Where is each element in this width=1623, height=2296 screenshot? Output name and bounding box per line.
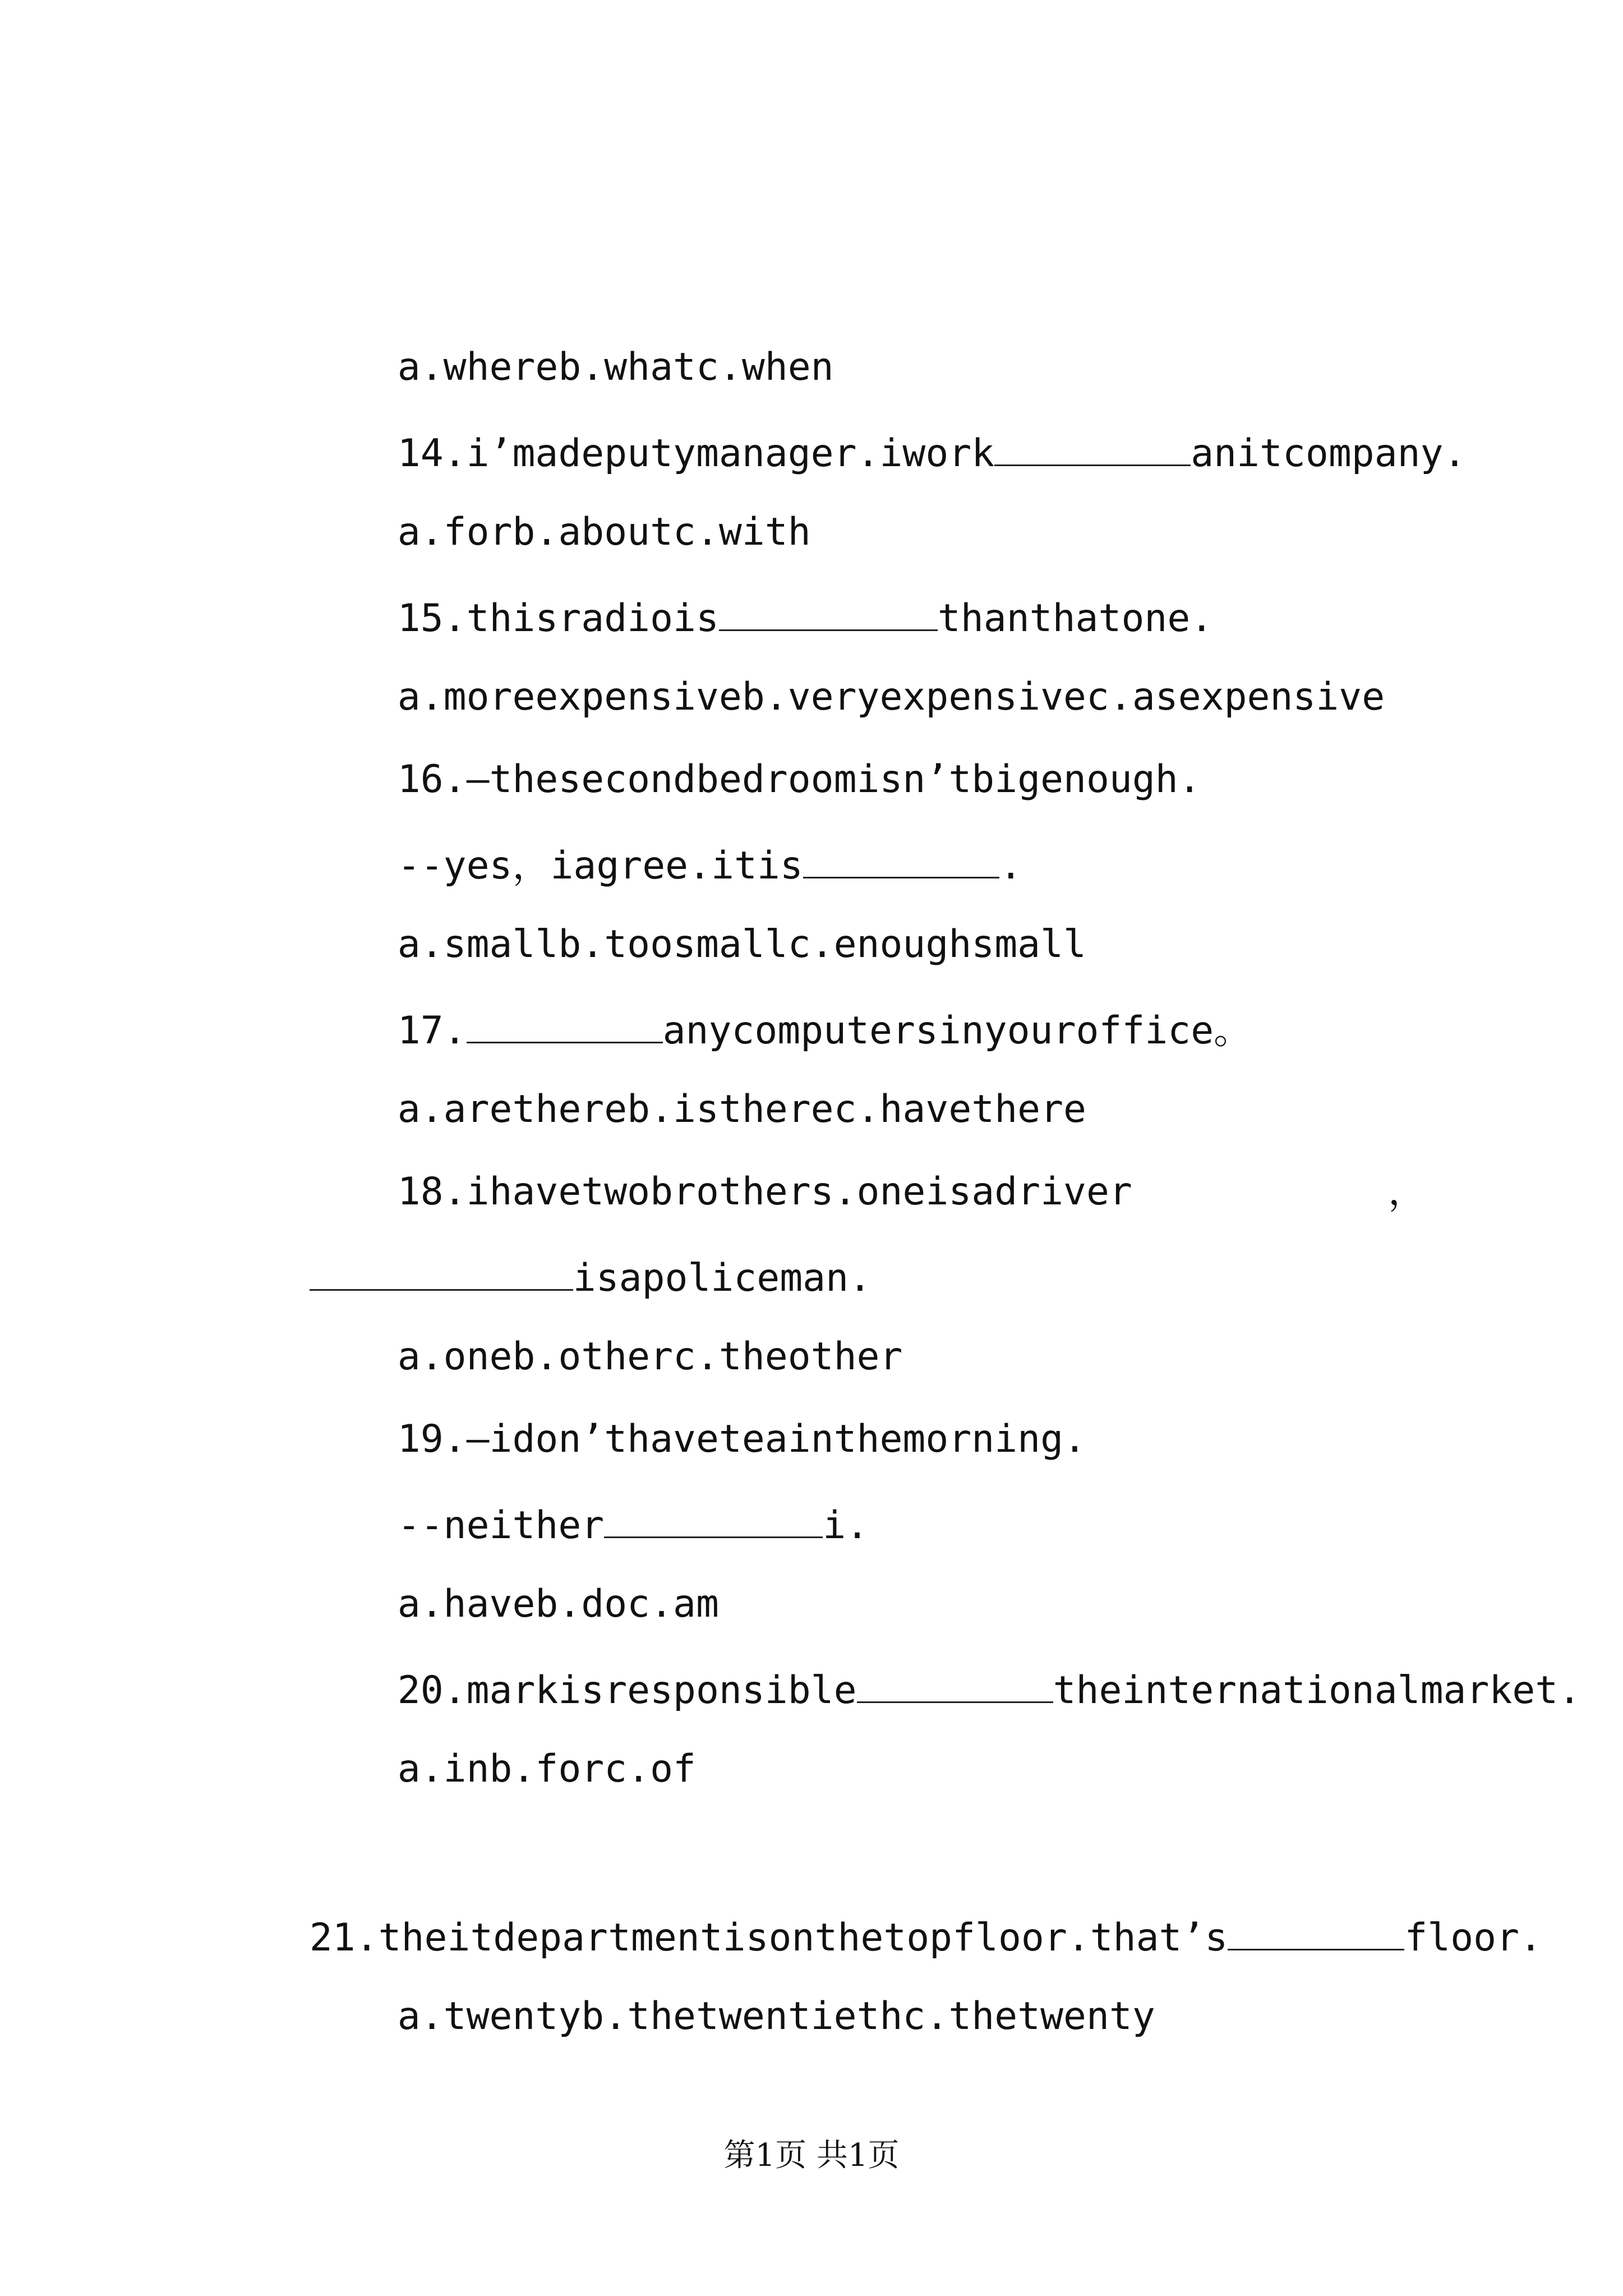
option-text: a.moreexpensiveb.veryexpensivec.asexpensive [397,675,1385,719]
question-text-tail: isapoliceman. [573,1256,872,1300]
option-text: a.twentyb.thetwentiethc.thetwenty [397,1994,1155,2039]
option-text: a.arethereb.istherec.havethere [397,1087,1086,1131]
question-text-tail: i. [823,1503,869,1548]
option-line-20 [306,1712,696,1826]
question-text: 21.theitdepartmentisonthetopfloor.that’s [309,1916,1228,1960]
answer-blank [803,843,999,878]
option-text: a.whereb.whatc.when [397,345,834,389]
question-text-tail: theinternationalmarket. [1053,1668,1581,1713]
answer-blank [719,596,938,631]
question-text: 18.ihavetwobrothers.oneisadriver [397,1170,1132,1214]
answer-blank [310,1255,573,1291]
question-text: 19.–idon’thaveteainthemorning. [397,1417,1086,1461]
option-text: a.oneb.otherc.theother [397,1335,903,1379]
question-text: 17. [397,1009,467,1053]
question-text: 16.—thesecondbedroomisn’tbigenough. [397,757,1201,802]
question-text: 20.markisresponsible [397,1668,857,1713]
answer-blank [467,1008,663,1043]
answer-blank [857,1668,1053,1703]
question-text: 14.i’madeputymanager.iwork [397,431,995,476]
question-text-tail: anycomputersinyouroffice。 [662,1009,1252,1053]
question-text-tail: . [999,844,1022,888]
question-text: --neither [397,1503,605,1548]
question-text: --yes，iagree.itis [397,844,803,888]
answer-blank [994,431,1191,466]
question-text-tail: thanthatone. [937,596,1214,641]
option-text: a.inb.forc.of [397,1747,696,1791]
question-text: 15.thisradiois [397,596,719,641]
option-text: a.forb.aboutc.with [397,510,811,554]
question-text-tail: ， [1388,1170,1427,1214]
question-text-tail: anitcompany. [1191,431,1467,476]
answer-blank [1228,1915,1404,1950]
option-line-21 [306,1959,1155,2074]
option-text: a.haveb.doc.am [397,1582,719,1626]
option-text: a.smallb.toosmallc.enoughsmall [397,922,1086,967]
page-footer: 第1页 共1页 [723,2137,900,2174]
question-text-tail: floor. [1404,1916,1542,1960]
answer-blank [604,1503,823,1538]
